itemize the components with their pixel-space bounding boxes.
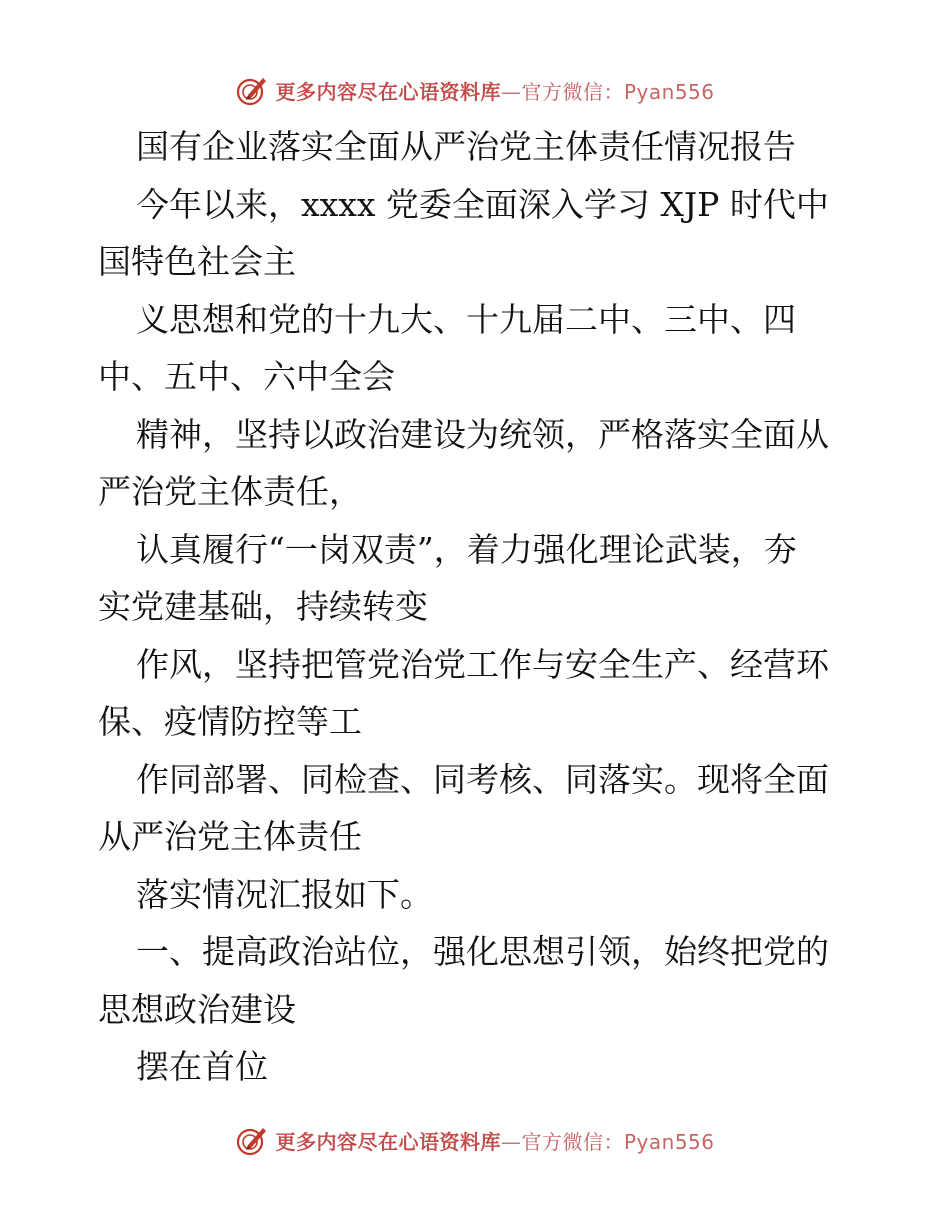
header-watermark bbox=[0, 68, 950, 112]
text-line: 保、疫情防控等工 bbox=[98, 702, 362, 741]
text-line: 思想政治建设 bbox=[98, 989, 296, 1029]
footer-watermark bbox=[0, 1118, 950, 1162]
watermark-site: 更多内容尽在心语资料库 bbox=[275, 79, 501, 104]
text-line: 义思想和党的十九大、十九届二中、三中、四 bbox=[136, 299, 796, 339]
watermark-content bbox=[235, 73, 714, 107]
text-line: 中、五中、六中全会 bbox=[98, 357, 395, 396]
pen-logo-icon bbox=[235, 73, 269, 107]
watermark-account: Pyan556 bbox=[623, 79, 715, 104]
text-line: 精神，坚持以政治建设为统领，严格落实全面从 bbox=[136, 414, 829, 454]
text-line: 摆在首位 bbox=[136, 1047, 268, 1086]
text-line: 实党建基础，持续转变 bbox=[98, 587, 428, 626]
watermark-label: 官方微信： bbox=[521, 1129, 624, 1154]
text-line: 一、提高政治站位，强化思想引领，始终把党的 bbox=[136, 932, 829, 971]
text-line: 今年以来，xxxx 党委全面深入学习 XJP 时代中 bbox=[136, 184, 829, 224]
watermark-label: 官方微信： bbox=[521, 79, 624, 104]
document-body bbox=[98, 118, 858, 1096]
text-line: 认真履行“一岗双责”，着力强化理论武装，夯 bbox=[136, 529, 797, 569]
text-line: 国特色社会主 bbox=[98, 242, 296, 281]
text-line: 严治党主体责任， bbox=[98, 472, 362, 511]
text-line: 落实情况汇报如下。 bbox=[136, 874, 433, 914]
pen-logo-icon bbox=[235, 1123, 269, 1157]
watermark-content bbox=[235, 1123, 714, 1157]
watermark-site: 更多内容尽在心语资料库 bbox=[275, 1129, 501, 1154]
watermark-account: Pyan556 bbox=[623, 1129, 715, 1154]
text-line: 作风，坚持把管党治党工作与安全生产、经营环 bbox=[136, 644, 829, 684]
text-line: 作同部署、同检查、同考核、同落实。现将全面 bbox=[136, 759, 829, 799]
watermark-separator: — bbox=[500, 79, 522, 104]
text-line: 从严治党主体责任 bbox=[98, 817, 362, 856]
document-title: 国有企业落实全面从严治党主体责任情况报告 bbox=[136, 127, 796, 166]
watermark-separator: — bbox=[500, 1129, 522, 1154]
